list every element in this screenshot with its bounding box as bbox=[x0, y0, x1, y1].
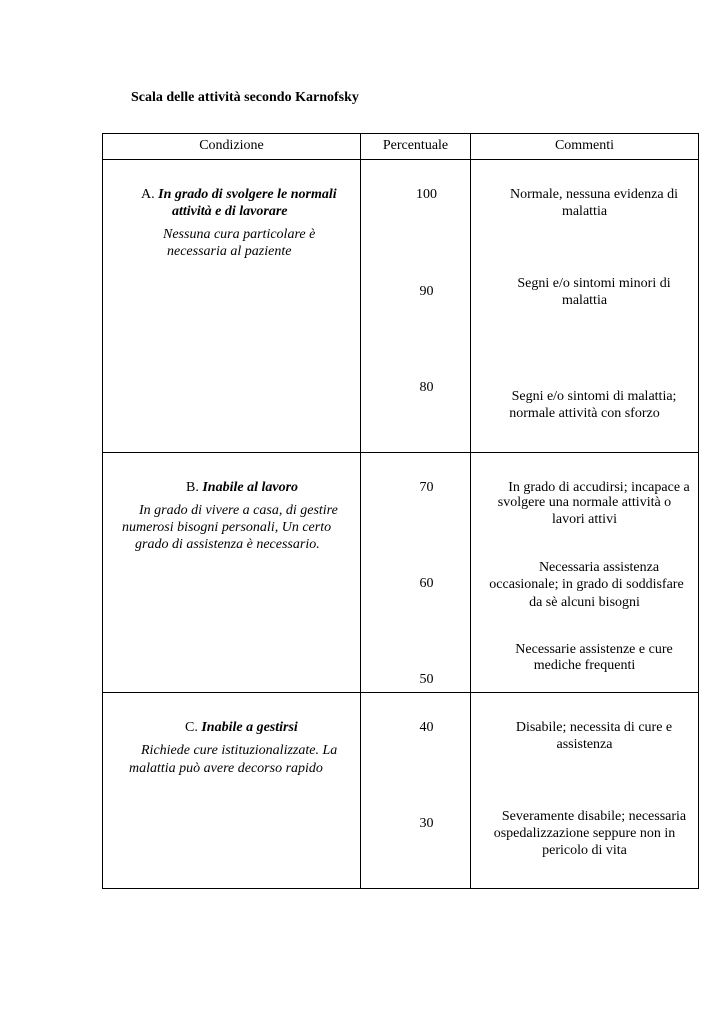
comment-80-line1: Segni e/o sintomi di malattia; bbox=[511, 389, 677, 404]
section-c-description-line2: malattia può avere decorso rapido bbox=[129, 761, 323, 776]
table-border-bottom bbox=[102, 888, 699, 889]
percent-50: 50 bbox=[419, 672, 434, 687]
comment-70-line3: lavori attivi bbox=[552, 512, 617, 527]
page-title: Scala delle attività secondo Karnofsky bbox=[131, 90, 359, 105]
column-divider-1 bbox=[360, 133, 361, 889]
section-b-letter: B. bbox=[186, 480, 199, 495]
comment-80-line2: normale attività con sforzo bbox=[509, 406, 660, 421]
comment-100-line1: Normale, nessuna evidenza di bbox=[510, 187, 678, 202]
percent-30: 30 bbox=[419, 816, 434, 831]
comment-60-line3: da sè alcuni bisogni bbox=[529, 595, 640, 610]
comment-50-line1: Necessarie assistenze e cure bbox=[515, 642, 673, 657]
percent-80: 80 bbox=[419, 380, 434, 395]
comment-70-line2: svolgere una normale attività o bbox=[497, 495, 672, 510]
section-b-heading bbox=[186, 479, 298, 496]
section-c-title: Inabile a gestirsi bbox=[201, 720, 298, 735]
section-a-description-line2: necessaria al paziente bbox=[167, 244, 292, 259]
section-c-heading bbox=[185, 719, 298, 736]
comment-40-line1: Disabile; necessita di cure e bbox=[515, 720, 673, 735]
section-b-description-line3: grado di assistenza è necessario. bbox=[135, 537, 320, 552]
table-border-top bbox=[102, 133, 699, 134]
comment-30-line3: pericolo di vita bbox=[542, 843, 627, 858]
percent-40: 40 bbox=[419, 720, 434, 735]
percent-90: 90 bbox=[419, 284, 434, 299]
section-a-description-line1: Nessuna cura particolare è bbox=[163, 227, 316, 242]
comment-90-line1: Segni e/o sintomi minori di bbox=[517, 276, 671, 291]
percent-60: 60 bbox=[419, 576, 434, 591]
table-border-left bbox=[102, 133, 103, 889]
header-comments: Commenti bbox=[554, 138, 615, 153]
comment-40-line2: assistenza bbox=[556, 737, 613, 752]
section-a-title: In grado di svolgere le normali bbox=[158, 187, 337, 202]
percent-100: 100 bbox=[416, 187, 437, 202]
header-percentage: Percentuale bbox=[382, 138, 449, 153]
comment-70-line1: In grado di accudirsi; incapace a bbox=[508, 480, 690, 495]
section-divider-a-b bbox=[102, 452, 699, 453]
comment-90-line2: malattia bbox=[561, 293, 608, 308]
section-a-title-line2: attività e di lavorare bbox=[172, 204, 288, 219]
comment-50-line2: mediche frequenti bbox=[533, 658, 636, 673]
header-condition: Condizione bbox=[199, 138, 264, 153]
section-b-title: Inabile al lavoro bbox=[202, 480, 299, 495]
header-divider bbox=[102, 159, 699, 160]
comment-30-line1: Severamente disabile; necessaria bbox=[501, 809, 687, 824]
section-divider-b-c bbox=[102, 692, 699, 693]
section-c-description-line1: Richiede cure istituzionalizzate. La bbox=[141, 743, 338, 758]
section-a-heading bbox=[141, 186, 337, 203]
section-c-letter: C. bbox=[185, 720, 198, 735]
table-border-right bbox=[698, 133, 699, 889]
percent-70: 70 bbox=[419, 480, 434, 495]
comment-60-line1: Necessaria assistenza bbox=[538, 560, 660, 575]
comment-60-line2: occasionale; in grado di soddisfare bbox=[489, 577, 684, 592]
section-b-description-line1: In grado di vivere a casa, di gestire bbox=[139, 503, 338, 518]
comment-30-line2: ospedalizzazione seppure non in bbox=[493, 826, 676, 841]
section-b-description-line2: numerosi bisogni personali, Un certo bbox=[122, 520, 332, 535]
section-a-letter: A. bbox=[141, 187, 155, 202]
comment-100-line2: malattia bbox=[561, 204, 608, 219]
